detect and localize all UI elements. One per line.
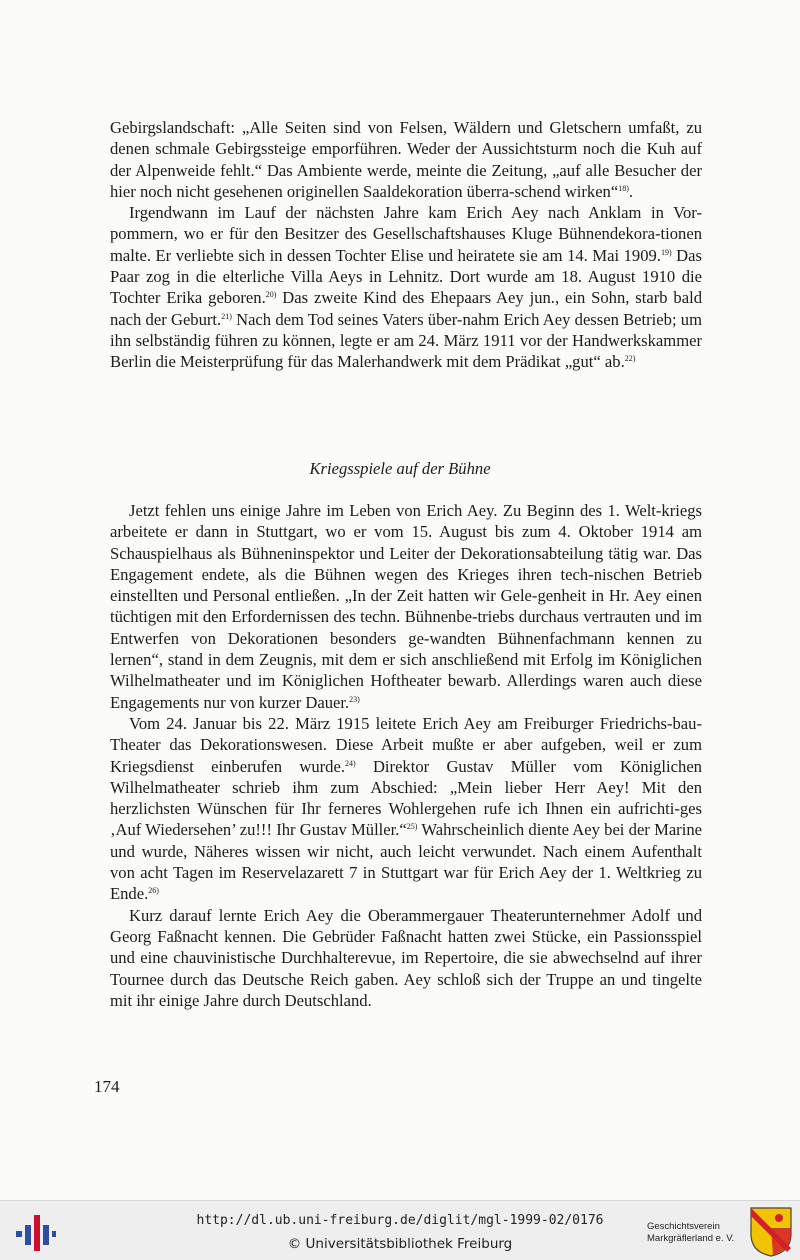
footnote-ref: 26) [148,886,159,896]
paragraph [110,905,702,1011]
paragraph-text: Vom 24. Januar bis 22. März 1915 leitete Erich Aey am Freiburger Friedrichs-bau-Theater das Dekorationswesen. Diese Arbeit mußte er aber aufgeben, weil er zum Kriegsdienst einberufen wurde. [110,713,702,776]
page-number: 174 [94,1077,120,1096]
footnote-ref: 24) [345,758,356,768]
footnote-ref: 23) [349,694,360,704]
paragraph-text: . [628,181,634,201]
paragraph [110,202,702,372]
paragraph-text: Wahrscheinlich diente Aey bei der Marine und wurde, Näheres wissen wir nicht, auch leicht verwundet. Nach einem Aufenthalt von acht Tagen im Reservelazarett 7 in Stuttgart war für Erich Aey der 1. Weltkrieg zu Ende. [110,820,702,904]
section-heading: Kriegsspiele auf der Bühne [309,459,491,478]
paragraph-text: Nach dem Tod seines Vaters über-nahm Erich Aey dessen Betrieb; um ihn selbständig führen zu können, legte er am 24. März 1911 vor der Handwerkskammer Berlin die Meisterprüfung für das Malerhandwerk mit dem Prädikat „gut“ ab. [110,309,702,372]
paragraph-text: Kurz darauf lernte Erich Aey die Oberammergauer Theaterunternehmer Adolf und Georg Faßnacht kennen. Die Gebrüder Faßnacht hatten zwei Stücke, ein Passionsspiel und eine chauvinistische Durchhalterevue, im Repertoire, die sie abwechselnd auf ihrer Tournee durch das Deutsche Reich gaben. Aey schloß sich der Truppe an und tingelte mit ihr einige Jahre durch Deutschland. [110,905,702,1010]
paragraph [110,117,702,202]
paragraph-text: Irgendwann im Lauf der nächsten Jahre kam Erich Aey nach Anklam in Vor-pommern, wo er für den Besitzer des Gesellschaftshauses Kluge Bühnendekora-tionen malte. Er verliebte sich in dessen Tochter Elise und heiratete sie am 14. Mai 1909. [110,203,702,265]
society-line-2: Markgräflerland e. V. [647,1233,735,1244]
footnote-ref: 18) [618,183,629,193]
society-name [647,1221,734,1245]
text-block-top [110,117,702,373]
paragraph-text: Jetzt fehlen uns einige Jahre im Leben von Erich Aey. Zu Beginn des 1. Welt-kriegs arbeitete er dann in Stuttgart, wo er vom 15. August bis zum 4. Oktober 1914 am Schauspielhaus als Bühneninspektor und Leiter der Dekorationsabteilung tätig war. Das Engagement endete, als die Bühnen wegen des Krieges ihren tech-nischen Betrieb einstellten und Personal entließen. „In der Zeit hatten wir Gele-genheit in Hr. Aey einen tüchtigen mit den Erfordernissen des techn. Bühnenbe-triebs durchaus vertrauten und im Entwerfen von Dekorationen besonders ge-wandten Bühnenfachmann kennen zu lernen“, stand in dem Zeugnis, mit dem er sich anschließend mit Erfolg im Königlichen Wilhelmatheater und im Königlichen Hoftheater bewarb. Allerdings waren auch diese Engagements nur von kurzer Dauer. [110,501,702,712]
coat-of-arms-icon[interactable] [749,1206,793,1258]
paragraph-text: Das zweite Kind des Ehepaars Aey jun., ein Sohn, starb bald nach der Geburt. [110,288,703,329]
paragraph [110,713,702,905]
viewer-footer [0,1200,800,1260]
footnote-ref: 22) [624,354,636,364]
text-block-bottom [110,500,702,1011]
paragraph [110,500,702,713]
footnote-ref: 21) [221,311,232,321]
footnote-ref: 19) [660,247,672,257]
paragraph-text: Das Paar zog in die elterliche Villa Aeys in Lehnitz. Dort wurde am 18. August 1910 die Tochter Erika geboren. [110,245,702,308]
footnote-ref: 25) [406,822,418,832]
copyright-notice: © Universitätsbibliothek Freiburg [287,1236,513,1252]
source-url-link[interactable]: http://dl.ub.uni-freiburg.de/diglit/mgl-1999-02/0176 [196,1213,604,1228]
paragraph-text: Gebirgslandschaft: „Alle Seiten sind von Felsen, Wäldern und Gletschern umfaßt, zu denen schmale Gebirgssteige emporführen. Weder der Aussichtsturm noch die Kuh auf der Alpenweide fehlt.“ Das Ambiente werde, meinte die Zeitung, „auf alle Besucher der hier noch nicht gesehenen originellen Saaldekoration überra-schend wirken“ [110,118,702,201]
paragraph-text: Direktor Gustav Müller vom Königlichen Wilhelmatheater schrieb ihm zum Abschied: „Mein lieber Herr Aey! Mit den herzlichsten Wünschen für Ihr ferneres Wohlergehen rufe ich Ihnen ein aufrichti-ges ‚Auf Wiedersehen’ zu!!! Ihr Gustav Müller.“ [110,756,702,840]
society-line-1: Geschichtsverein [647,1221,720,1232]
footnote-ref: 20) [265,290,277,300]
